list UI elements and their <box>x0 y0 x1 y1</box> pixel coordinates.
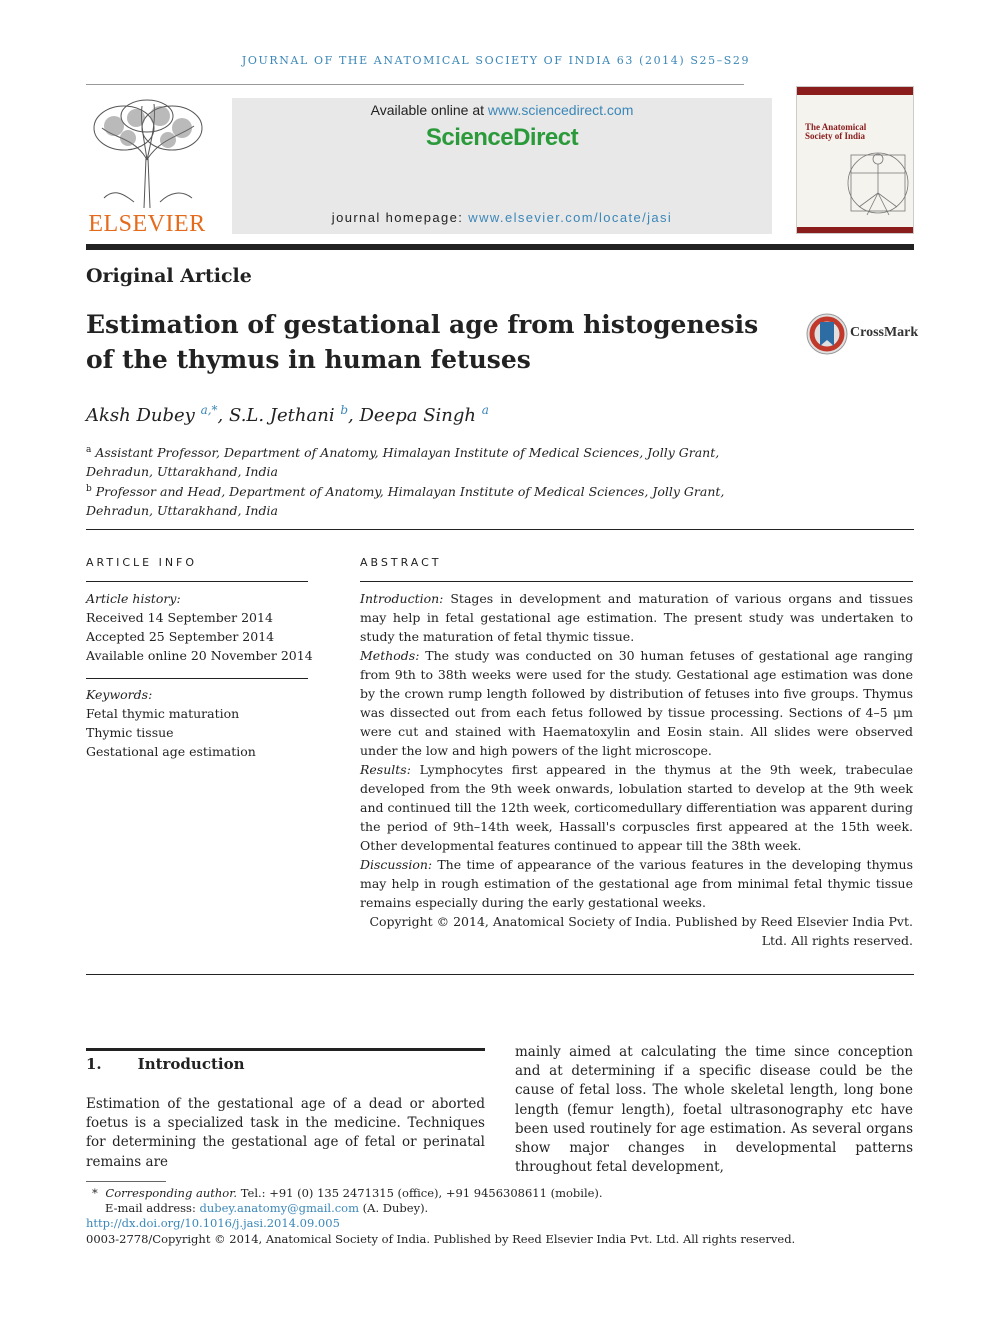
available-online <box>232 102 772 118</box>
article-info-heading: ARTICLE INFO <box>86 556 198 569</box>
email-link[interactable]: dubey.anatomy@gmail.com <box>199 1201 360 1215</box>
email-suffix: (A. Dubey). <box>359 1201 429 1215</box>
corr-label: Corresponding author. <box>105 1186 238 1200</box>
article-info-rule <box>86 581 308 582</box>
cover-top-bar <box>797 87 914 95</box>
abstract-introduction-text: Stages in development and maturation of various organs and tissues may help in fetal gestational age estimation. The present study was undertaken to study the maturation of fetal thymic tissue. <box>360 591 913 644</box>
elsevier-logo[interactable] <box>84 98 210 238</box>
article-title: Estimation of gestational age from histogenesis of the thymus in human fetuses <box>86 310 759 374</box>
abstract-discussion-text: The time of appearance of the various features in the developing thymus may help in rough estimation of the gestational age from minimal fetal thymic tissue remains especially during the early gestational weeks. <box>360 857 913 910</box>
intro-title: Introduction <box>137 1055 245 1073</box>
crossmark-icon <box>806 312 848 356</box>
abstract-results <box>360 760 913 855</box>
affiliation-text: Assistant Professor, Department of Anatomy, Himalayan Institute of Medical Sciences, Jolly Grant, Dehradun, Uttarakhand, India <box>86 445 720 480</box>
article-type: Original Article <box>86 265 252 287</box>
sciencedirect-brand[interactable]: ScienceDirect <box>425 124 579 151</box>
corr-phone: Tel.: +91 (0) 135 2471315 (office), +91 9456308611 (mobile). <box>237 1186 603 1200</box>
author-name: Aksh Dubey <box>86 405 195 426</box>
email-note <box>105 1201 805 1217</box>
journal-citation: JOURNAL OF THE ANATOMICAL SOCIETY OF INDIA 63 (2014) S25–S29 <box>241 54 751 67</box>
abstract-methods-label: Methods: <box>360 648 420 663</box>
affiliation-marker: a <box>86 445 92 455</box>
abstract-discussion <box>360 855 913 912</box>
author-separator: , <box>217 405 224 426</box>
keywords-block <box>86 685 316 761</box>
cover-title: The Anatomical Society of India <box>805 122 867 141</box>
header-thin-rule <box>86 84 744 85</box>
header-thick-rule <box>86 244 914 250</box>
abstract-methods-text: The study was conducted on 30 human fetuses of gestational age ranging from 9th to 38th weeks were used for the study. Gestational age estimation was done by the crown rump length followed by distribution of fetuses into five groups. Thymus was dissected out from each fetus followed by tissue processing. Sections of 4–5 μm were cut and stained with Haematoxylin and Eosin stain. All slides were observed under the low and high powers of the light microscope. <box>360 648 913 758</box>
abstract-methods <box>360 646 913 760</box>
intro-paragraph-left: Estimation of the gestational age of a dead or aborted foetus is a specialized task in the medicine. Techniques for determining the gestational age of fetal or perinatal remains are <box>86 1096 485 1170</box>
homepage-prefix: journal homepage: <box>331 210 469 225</box>
issn-copyright: 0003-2778/Copyright © 2014, Anatomical Society of India. Published by Reed Elsevier India Pvt. Ltd. All rights reserved. <box>86 1232 796 1246</box>
abstract-end-rule <box>86 974 914 975</box>
keywords-label: Keywords: <box>86 687 153 702</box>
affiliation <box>86 480 776 520</box>
journal-header-box <box>232 98 772 234</box>
vitruvian-figure-icon <box>845 141 911 225</box>
section-rule <box>86 529 914 530</box>
sciencedirect-link[interactable]: www.sciencedirect.com <box>487 102 634 118</box>
journal-cover-thumbnail[interactable] <box>796 86 914 234</box>
homepage-link[interactable]: www.elsevier.com/locate/jasi <box>468 210 673 225</box>
affiliation-text: Professor and Head, Department of Anatomy, Himalayan Institute of Medical Sciences, Jolly Grant, Dehradun, Uttarakhand, India <box>86 484 725 519</box>
journal-homepage <box>232 210 772 225</box>
author-separator: , <box>348 405 354 426</box>
crossmark-badge[interactable] <box>806 312 919 356</box>
affiliation <box>86 441 776 481</box>
corresponding-author-note <box>92 1186 792 1202</box>
keyword-item[interactable]: Gestational age estimation <box>86 744 256 759</box>
available-prefix: Available online at <box>370 102 488 118</box>
abstract-introduction-label: Introduction: <box>360 591 444 606</box>
keywords-rule <box>86 678 308 679</box>
footnote-asterisk: * <box>92 1186 98 1200</box>
author-list <box>86 403 489 426</box>
cover-bottom-bar <box>797 227 914 233</box>
doi-link[interactable]: http://dx.doi.org/10.1016/j.jasi.2014.09.005 <box>86 1216 340 1230</box>
article-history <box>86 589 316 665</box>
abstract-body <box>360 589 913 950</box>
history-label: Article history: <box>86 591 181 606</box>
crossmark-label: CrossMark <box>850 325 919 340</box>
author-affiliation-marker[interactable]: a <box>481 403 489 417</box>
intro-heading <box>86 1055 245 1073</box>
intro-paragraph-right: mainly aimed at calculating the time since conception and at determining if a specific disease could be the cause of fetal loss. The whole skeletal length, long bone length (femur length), foetal ultrasonography etc have been used routinely for age estimation. As several organs show major changes in developmental patterns throughout fetal development, <box>515 1044 913 1176</box>
author-affiliation-marker[interactable]: b <box>340 403 349 417</box>
abstract-rule <box>360 581 913 582</box>
abstract-results-text: Lymphocytes first appeared in the thymus at the 9th week, trabeculae developed from the 9th week onwards, lobulation started to develop at the 9th week and continued till the 12th week, corticomedullary differentiation was apparent during the period of 9th–14th week, Hassall's corpuscles first appeared at the 15th week. Other developmental features continued to appear till the 38th week. <box>360 762 913 853</box>
abstract-introduction <box>360 589 913 646</box>
keyword-item[interactable]: Thymic tissue <box>86 725 174 740</box>
abstract-discussion-label: Discussion: <box>360 857 433 872</box>
affiliation-marker: b <box>86 484 92 494</box>
elsevier-tree-icon <box>84 98 210 210</box>
intro-heading-rule <box>86 1048 485 1051</box>
abstract-copyright: Copyright © 2014, Anatomical Society of India. Published by Reed Elsevier India Pvt. Ltd. All rights reserved. <box>369 914 913 948</box>
author-name: Deepa Singh <box>359 405 476 426</box>
elsevier-wordmark: ELSEVIER <box>88 211 206 237</box>
author-affiliation-marker[interactable]: a,* <box>200 403 218 417</box>
abstract-heading: ABSTRACT <box>360 556 442 569</box>
received-date: Received 14 September 2014 <box>86 610 273 625</box>
intro-number: 1. <box>86 1055 102 1073</box>
abstract-results-label: Results: <box>360 762 411 777</box>
footnote-rule <box>86 1181 166 1182</box>
email-label: E-mail address: <box>105 1201 200 1215</box>
keyword-item[interactable]: Fetal thymic maturation <box>86 706 240 721</box>
author-name: S.L. Jethani <box>229 405 335 426</box>
accepted-date: Accepted 25 September 2014 <box>86 629 275 644</box>
online-date: Available online 20 November 2014 <box>86 648 313 663</box>
